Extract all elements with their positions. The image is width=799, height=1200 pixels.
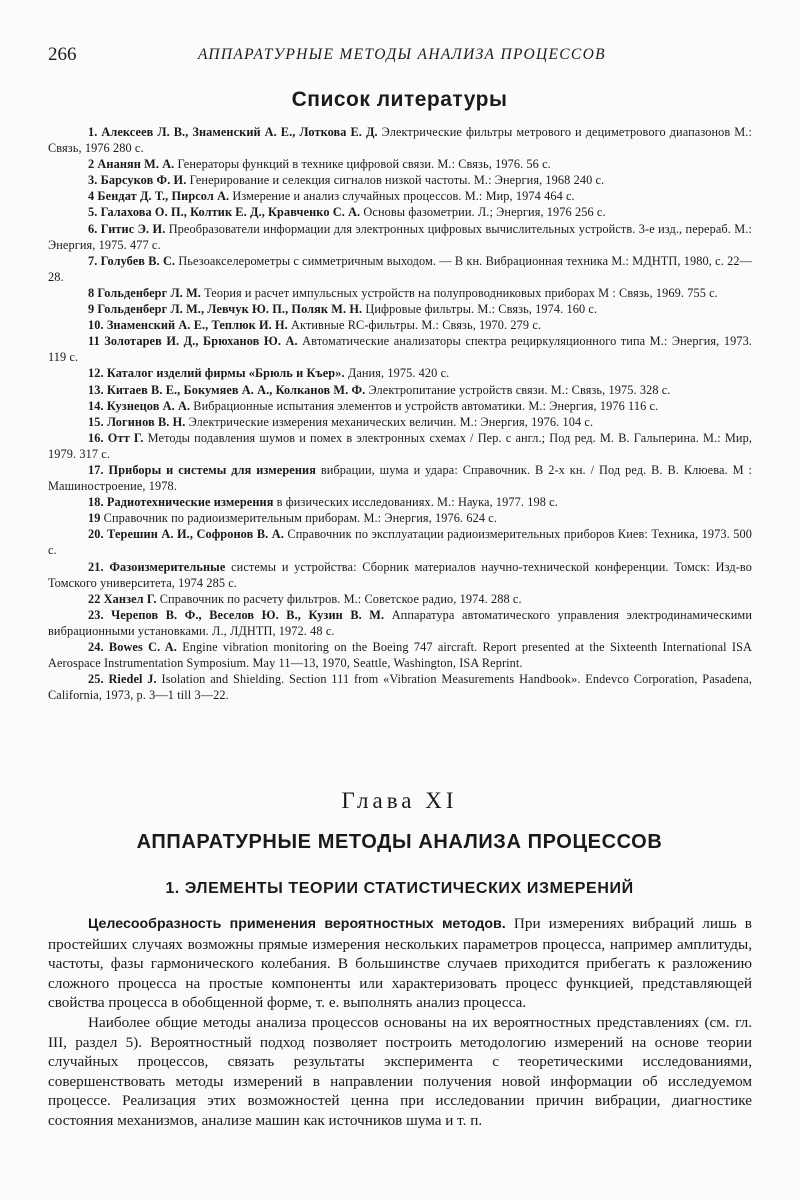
reference-text: Генерирование и селекция сигналов низкой частоты. М.: Энергия, 1968 240 с.: [186, 173, 605, 188]
reference-authors: 17. Приборы и системы для измерения: [88, 462, 316, 477]
reference-item: [48, 591, 752, 607]
reference-text: Справочник по эксплуатации радиоизмерительных приборов Киев: Техника, 1973. 500 с.: [48, 527, 752, 558]
reference-authors: 22 Ханзел Г.: [88, 591, 157, 606]
reference-authors: 24. Bowes C. A.: [88, 640, 177, 654]
reference-item: [48, 188, 752, 204]
reference-authors: 11 Золотарев И. Д., Брюханов Ю. А.: [88, 334, 298, 349]
reference-item: [48, 156, 752, 172]
reference-item: [48, 124, 752, 156]
paragraph-text: При измерениях вибраций лишь в простейших случаях возможны прямые измерения нескольких параметров процесса, например амплитуды, частоты, фазы гармонического колебания. В большинстве случаев приходится прибегать к разложению сложного процесса на простые компоненты или характеризовать процесс функцией, представляющей свойства процесса в обобщенной форме, т. е. выполнять анализ процесса.: [48, 915, 752, 1012]
reference-authors: 9 Гольденберг Л. М., Левчук Ю. П., Поляк М. Н.: [88, 302, 363, 317]
reference-item: [48, 382, 752, 398]
reference-item: [48, 204, 752, 220]
reference-authors: 5. Галахова О. П., Колтик Е. Д., Кравченко С. А.: [88, 205, 361, 220]
reference-text: в физических исследованиях. М.: Наука, 1977. 198 с.: [273, 495, 558, 510]
reference-text: Пьезоакселерометры с симметричным выходом. — В кн. Вибрационная техника М.: МДНТП, 1980, с. 22—28.: [48, 253, 753, 284]
reference-authors: 2 Ананян М. А.: [88, 157, 175, 172]
reference-authors: 12. Каталог изделий фирмы «Брюль и Къер».: [88, 366, 345, 381]
reference-authors: 3. Барсуков Ф. И.: [88, 173, 187, 188]
reference-authors: 16. Отт Г.: [88, 430, 144, 445]
reference-text: Активные RC-фильтры. М.: Связь, 1970. 279 с.: [287, 318, 542, 333]
reference-text: Цифровые фильтры. М.: Связь, 1974. 160 с.: [362, 302, 598, 317]
reference-text: Измерение и анализ случайных процессов. М.: Мир, 1974 464 с.: [229, 189, 575, 204]
reference-authors: 23. Черепов В. Ф., Веселов Ю. В., Кузин В. М.: [88, 607, 385, 622]
reference-item: [48, 671, 752, 703]
reference-item: [48, 494, 752, 510]
reference-text: Теория и расчет импульсных устройств на полупроводниковых приборах М : Связь, 1969. 755 с.: [200, 285, 718, 300]
reference-text: Isolation and Shielding. Section 111 from «Vibration Measurements Handbook». Endevco Corporation, Pasadena, California, 1973, p. 3—1 till 3—22.: [48, 672, 752, 703]
reference-text: вибрации, шума и удара: Справочник. В 2-х кн. / Под ред. В. В. Клюева. М : Машиностроение, 1978.: [48, 462, 752, 494]
paragraph-text: Наиболее общие методы анализа процессов основаны на их вероятностных представлениях (см. гл. III, раздел 5). Вероятностный подход позволяет построить методологию измерений на основе теории случайных процессов, связать результаты эксперимента с теоретическими исследованиями, совершенствовать методы измерений в направлении получения новой информации об исследуемом процессе. Реализация этих возможностей ценна при исследовании причин вибрации, диагностике состояния механизмов, анализе машин как источников шума и т. п.: [48, 1013, 752, 1129]
reference-text: Engine vibration monitoring on the Boeing 747 aircraft. Report presented at the Sixteenth International ISA Aerospace Instrumentation Symposium. May 11—13, 1970, Seattle, Washington, ISA Reprint.: [48, 640, 752, 671]
reference-item: [48, 333, 752, 365]
paragraph: [48, 1013, 752, 1131]
reference-authors: 1. Алексеев Л. В., Знаменский А. Е., Лоткова Е. Д.: [88, 125, 378, 139]
reference-authors: 7. Голубев В. С.: [88, 253, 176, 268]
reference-text: Электропитание устройств связи. М.: Связь, 1975. 328 с.: [365, 382, 671, 397]
reference-item: [48, 607, 752, 639]
reference-authors: 4 Бендат Д. Т., Пирсол А.: [88, 189, 230, 204]
reference-authors: 21. Фазоизмерительные: [88, 559, 226, 574]
running-title: АППАРАТУРНЫЕ МЕТОДЫ АНАЛИЗА ПРОЦЕССОВ: [198, 46, 606, 63]
reference-authors: 13. Китаев В. Е., Бокумяев А. А., Колканов М. Ф.: [88, 382, 366, 397]
reference-text: Вибрационные испытания элементов и устройств автоматики. М.: Энергия, 1976 116 с.: [190, 398, 659, 413]
reference-item: [48, 301, 752, 317]
paragraph: [48, 914, 752, 1013]
paragraph-lead: Целесообразность применения вероятностных методов.: [88, 916, 506, 932]
chapter-label: Глава XI: [341, 788, 458, 813]
reference-authors: 25. Riedel J.: [88, 672, 157, 687]
reference-text: Аппаратура автоматического управления электродинамическими вибрационными установками. Л., ЛДНТП, 1972. 48 с.: [48, 607, 752, 638]
reference-item: [48, 253, 752, 285]
reference-item: [48, 317, 752, 333]
reference-text: Справочник по расчету фильтров. М.: Советское радио, 1974. 288 с.: [156, 591, 522, 606]
reference-item: [48, 221, 752, 253]
running-head: [48, 44, 752, 68]
reference-authors: 8 Гольденберг Л. М.: [88, 285, 201, 300]
page-number: 266: [48, 44, 77, 65]
reference-text: Электрические измерения механических величин. М.: Энергия, 1976. 104 с.: [185, 414, 594, 429]
reference-authors: 6. Гитис Э. И.: [88, 221, 166, 236]
reference-item: [48, 365, 752, 381]
reference-item: [48, 559, 752, 591]
chapter-title: АППАРАТУРНЫЕ МЕТОДЫ АНАЛИЗА ПРОЦЕССОВ: [136, 831, 663, 853]
reference-authors: 14. Кузнецов А. А.: [88, 398, 191, 413]
reference-item: [48, 398, 752, 414]
reference-authors: 10. Знаменский А. Е., Теплюк И. Н.: [88, 318, 288, 333]
reference-item: [48, 526, 752, 558]
reference-item: [48, 172, 752, 188]
reference-authors: 15. Логинов В. Н.: [88, 414, 186, 429]
reference-item: [48, 285, 752, 301]
reference-item: [48, 510, 752, 526]
reference-item: [48, 639, 752, 671]
reference-item: [48, 430, 752, 462]
reference-item: [48, 414, 752, 430]
reference-text: Преобразователи информации для электронных цифровых вычислительных устройств. 3-е изд., перераб. М.: Энергия, 1975. 477 с.: [48, 221, 752, 252]
reference-text: Генераторы функций в технике цифровой связи. М.: Связь, 1976. 56 с.: [174, 157, 551, 172]
reference-text: Методы подавления шумов и помех в электронных схемах / Пер. с англ.; Под ред. М. В. Гальперина. М.: Мир, 1979. 317 с.: [48, 430, 752, 461]
reference-text: системы и устройства: Сборник материалов научно-технической конференции. Томск: Изд-во Томского университета, 1974 285 с.: [48, 559, 752, 590]
chapter-body: [48, 914, 752, 1131]
reference-item: [48, 462, 752, 494]
bibliography-title: Список литературы: [291, 88, 508, 111]
reference-authors: 18. Радиотехнические измерения: [88, 495, 274, 510]
reference-authors: 19: [88, 511, 101, 526]
reference-text: Дания, 1975. 420 с.: [344, 366, 450, 381]
reference-text: Основы фазометрии. Л.; Энергия, 1976 256 с.: [360, 205, 606, 220]
reference-authors: 20. Терешин А. И., Софронов В. А.: [88, 527, 284, 542]
reference-text: Автоматические анализаторы спектра рециркуляционного типа М.: Энергия, 1973. 119 с.: [48, 334, 752, 365]
reference-text: Справочник по радиоизмерительным приборам. М.: Энергия, 1976. 624 с.: [100, 511, 497, 526]
reference-text: Электрические фильтры метрового и дециметрового диапазонов М.: Связь, 1976 280 с.: [48, 125, 752, 156]
bibliography-list: [48, 124, 752, 703]
section-title: 1. ЭЛЕМЕНТЫ ТЕОРИИ СТАТИСТИЧЕСКИХ ИЗМЕРЕНИЙ: [165, 880, 634, 897]
